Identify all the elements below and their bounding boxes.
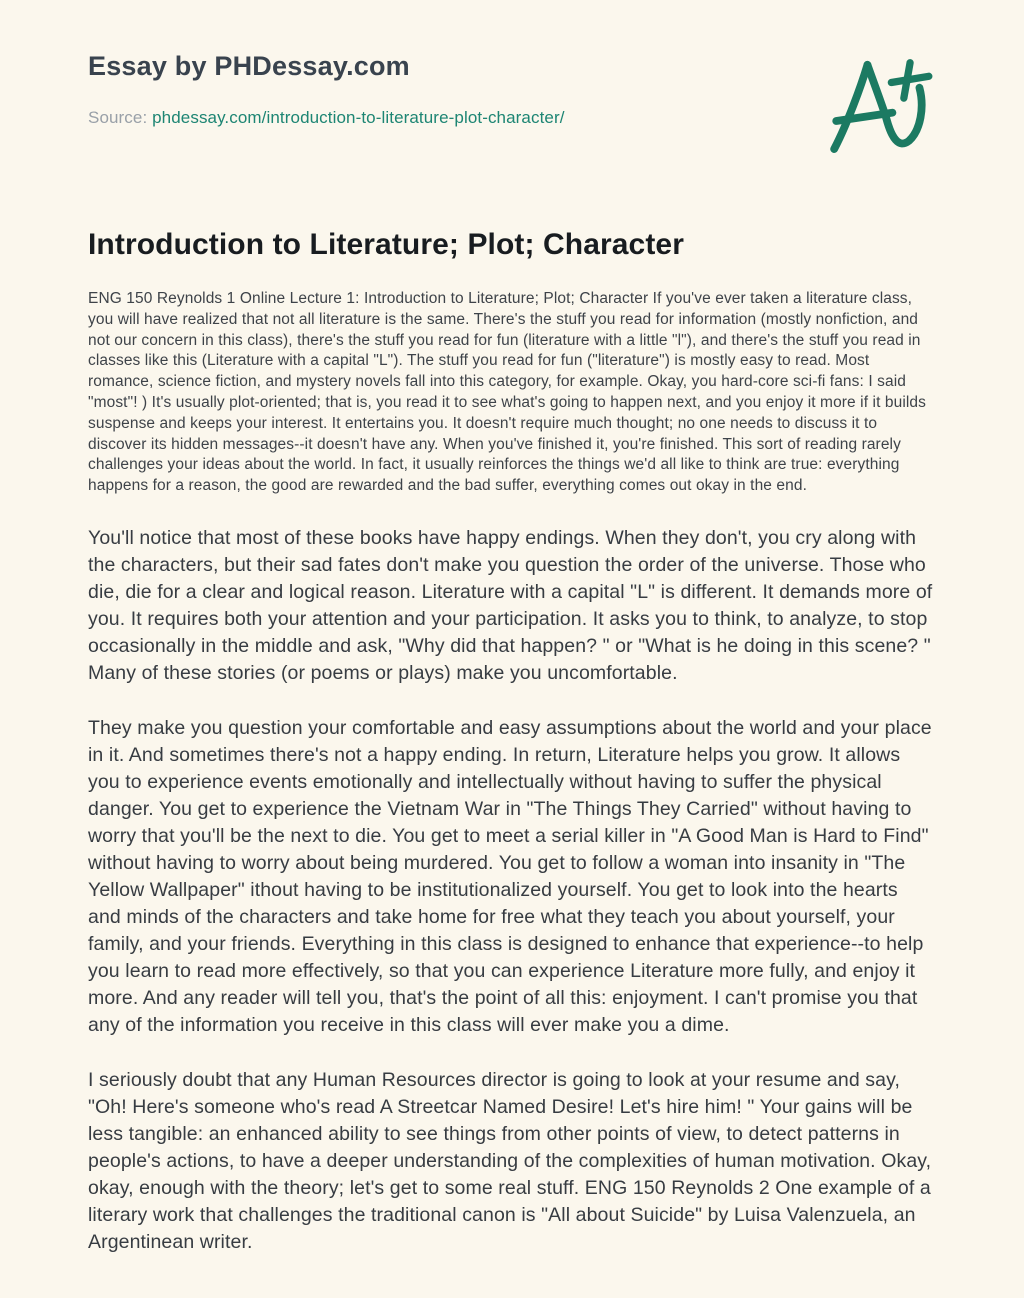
essay-paragraph: You'll notice that most of these books have happy endings. When they don't, you cry along with the characters, but their sad fates don't make you question the order of the universe. Those who die, die for a clear and logical reason. Literature with a capital "L" is different. It demands more of you. It requires both your attention and your participation. It asks you to think, to analyze, to stop occasionally in the middle and ask, "Why did that happen? " or "What is he doing in this scene? " Many of these stories (or poems or plays) make you uncomfortable. bbox=[88, 526, 933, 684]
essay-body bbox=[88, 228, 936, 1256]
essay-lead-paragraph: ENG 150 Reynolds 1 Online Lecture 1: Introduction to Literature; Plot; Character If you've ever taken a literature class, you will have realized that not all literature is the same. There's the stuff you read for information (mostly nonfiction, and not our concern in this class), there's the stuff you read for fun (literature with a little "l"), and there's the stuff you read in classes like this (Literature with a capital "L"). The stuff you read for fun ("literature") is mostly easy to read. Most romance, science fiction, and mystery novels fall into this category, for example. Okay, you hard-core sci-fi fans: I said "most"! ) It's usually plot-oriented; that is, you read it to see what's going to happen next, and you enjoy it more if it builds suspense and keeps your interest. It entertains you. It doesn't require much thought; no one needs to discuss it to discover its hidden messages--it doesn't have any. When you've finished it, you're finished. This sort of reading rarely challenges your ideas about the world. In fact, it usually reinforces the things we'd all like to think are true: everything happens for a reason, the good are rewarded and the bad suffer, everything comes out okay in the end. bbox=[88, 290, 926, 495]
site-title: Essay by PHDessay.com bbox=[88, 51, 410, 81]
source-line bbox=[88, 108, 565, 128]
page-header bbox=[88, 50, 936, 158]
essay-paragraph: I seriously doubt that any Human Resources director is going to look at your resume and say, "Oh! Here's someone who's read A Streetcar Named Desire! Let's hire him! " Your gains will be less tangible: an enhanced ability to see things from other points of view, to detect patterns in people's actions, to have a deeper understanding of the complexities of human motivation. Okay, okay, enough with the theory; let's get to some real stuff. ENG 150 Reynolds 2 One example of a literary work that challenges the traditional canon is "All about Suicide" by Luisa Valenzuela, an Argentinean writer. bbox=[88, 1068, 932, 1253]
essay-title: Introduction to Literature; Plot; Character bbox=[88, 228, 684, 261]
essay-paragraph: They make you question your comfortable and easy assumptions about the world and your place in it. And sometimes there's not a happy ending. In return, Literature helps you grow. It allows you to experience events emotionally and intellectually without having to suffer the physical danger. You get to experience the Vietnam War in "The Things They Carried" without having to worry that you'll be the next to die. You get to meet a serial killer in "A Good Man is Hard to Find" without having to worry about being murdered. You get to follow a woman into insanity in "The Yellow Wallpaper" ithout having to be institutionalized yourself. You get to look into the hearts and minds of the characters and take home for free what they teach you about yourself, your family, and your friends. Everything in this class is designed to enhance that experience--to help you learn to read more effectively, so that you can experience Literature more fully, and enjoy it more. And any reader will tell you, that's the point of all this: enjoyment. I can't promise you that any of the information you receive in this class will ever make you a dime. bbox=[88, 716, 932, 1036]
source-link[interactable]: phdessay.com/introduction-to-literature-plot-character/ bbox=[152, 108, 565, 128]
a-plus-logo-icon bbox=[830, 58, 934, 158]
header-text-block bbox=[88, 50, 565, 128]
source-label: Source: bbox=[88, 108, 148, 128]
